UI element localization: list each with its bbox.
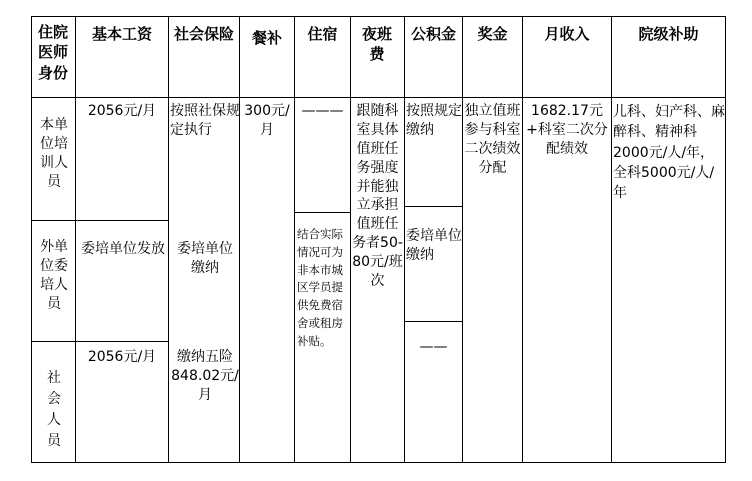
header-housing-fund: 公积金 xyxy=(410,25,456,43)
salary-table xyxy=(31,16,726,463)
social-insurance-row3: 缴纳五险848.02元/月 xyxy=(171,349,239,403)
header-divider xyxy=(31,97,726,98)
housing-row23: 结合实际情况可为非本市城区学员提供免费宿舍或租房补贴。 xyxy=(297,227,343,348)
housing-fund-row2: 委培单位缴纳 xyxy=(406,228,462,263)
col-line-7 xyxy=(462,16,463,463)
table-border-bottom xyxy=(31,462,726,463)
row-divider-2 xyxy=(31,341,168,342)
header-identity: 住院医师身份 xyxy=(37,23,68,82)
identity-row1: 本单位培训人员 xyxy=(40,117,68,190)
identity-row2: 外单位委培人员 xyxy=(40,239,68,312)
header-hospital-subsidy: 院级补助 xyxy=(638,25,699,43)
row-divider-1-housing xyxy=(294,212,350,213)
row-divider-1 xyxy=(31,220,168,221)
base-salary-row3: 2056元/月 xyxy=(87,349,157,365)
housing-fund-row1: 按照规定缴纳 xyxy=(406,103,462,138)
col-line-2 xyxy=(168,16,169,463)
header-meal: 餐补 xyxy=(251,29,282,47)
base-salary-row1: 2056元/月 xyxy=(87,103,157,119)
header-housing: 住宿 xyxy=(307,25,338,43)
col-line-0 xyxy=(31,16,32,463)
table-border-top xyxy=(31,16,726,17)
base-salary-row2: 委培单位发放 xyxy=(81,241,165,257)
housing-row1: ——— xyxy=(301,103,344,119)
col-line-8 xyxy=(522,16,523,463)
header-night-shift: 夜班费 xyxy=(361,25,392,64)
meal-value: 300元/月 xyxy=(244,103,290,138)
col-line-1 xyxy=(75,16,76,463)
row-divider-1-fund xyxy=(404,206,462,207)
night-shift-value: 跟随科室具体值班任务强度并能独立承担值班任务者50-80元/班次 xyxy=(352,103,403,290)
header-base-salary: 基本工资 xyxy=(91,25,152,43)
social-insurance-row2: 委培单位缴纳 xyxy=(177,241,233,276)
header-monthly-income: 月收入 xyxy=(544,25,590,43)
col-line-6 xyxy=(404,16,405,463)
bonus-value: 独立值班参与科室二次绩效分配 xyxy=(464,103,521,176)
col-line-9 xyxy=(611,16,612,463)
social-insurance-row1: 按照社保规定执行 xyxy=(170,103,240,138)
col-line-10 xyxy=(725,16,726,463)
header-bonus: 奖金 xyxy=(477,25,508,43)
hospital-subsidy-value: 儿科、妇产科、麻醉科、精神科2000元/人/年，全科5000元/人/年 xyxy=(613,104,725,202)
monthly-income-value: 1682.17元+科室二次分配绩效 xyxy=(526,103,608,157)
housing-fund-row3: —— xyxy=(419,339,448,355)
identity-row3: 社会人员 xyxy=(47,370,61,449)
header-social-insurance: 社会保险 xyxy=(173,25,234,43)
col-line-4 xyxy=(294,16,295,463)
row-divider-2-fund xyxy=(404,321,462,322)
